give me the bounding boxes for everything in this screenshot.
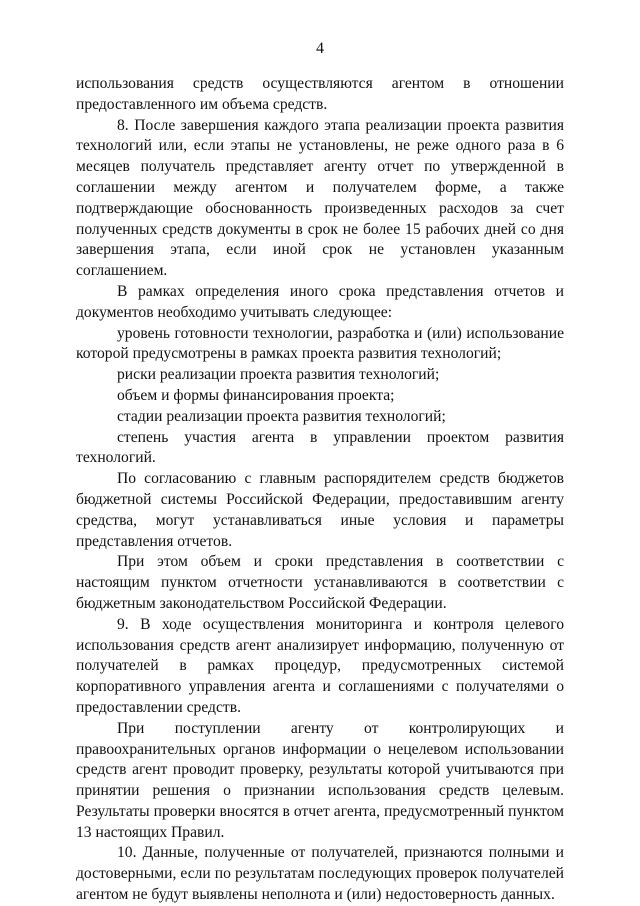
paragraph-11: 9. В ходе осуществления мониторинга и контроля целевого использования средств агент анализирует информацию, полученную от получателей в рамках процедур, предусмотренных системой корпоративного управления агента и соглашениями с получателями о предоставлении средств. — [76, 615, 564, 716]
paragraph-12: При поступлении агенту от контролирующих и правоохранительных органов информации о нецелевом использовании средств агент проводит проверку, результаты которой учитываются при принятии решения о признании использования средств целевым. Результаты проверки вносятся в отчет агента, предусмотренный пунктом 13 настоящих Правил. — [76, 719, 564, 841]
document-body — [76, 74, 564, 906]
paragraph-5: риски реализации проекта развития технологий; — [117, 366, 440, 384]
paragraph-2: 8. После завершения каждого этапа реализации проекта развития технологий или, если этапы не установлены, не реже одного раза в 6 месяцев получатель представляет агенту отчет по утвержденной в соглашении между агентом и получателем форме, а также подтверждающие обоснованность произведенных расходов за счет полученных средств документы в срок не более 15 рабочих дней со дня завершения этапа, если иной срок не установлен указанным соглашением. — [76, 116, 564, 280]
paragraph-7: стадии реализации проекта развития технологий; — [117, 407, 446, 425]
paragraph-1: использования средств осуществляются агентом в отношении предоставленного им объема средств. — [76, 75, 564, 113]
paragraph-10: При этом объем и сроки представления в соответствии с настоящим пунктом отчетности устанавливаются в соответствии с бюджетным законодательством Российской Федерации. — [76, 553, 564, 612]
paragraph-4: уровень готовности технологии, разработка и (или) использование которой предусмотрены в рамках проекта развития технологий; — [76, 324, 564, 363]
paragraph-9: По согласованию с главным распорядителем средств бюджетов бюджетной системы Российской Федерации, предоставившим агенту средства, могут устанавливаться иные условия и параметры представления отчетов. — [76, 470, 564, 550]
paragraph-3: В рамках определения иного срока представления отчетов и документов необходимо учитывать следующее: — [76, 282, 564, 321]
page-number: 4 — [316, 40, 324, 57]
paragraph-13: 10. Данные, полученные от получателей, признаются полными и достоверными, если по результатам последующих проверок получателей агентом не будут выявлены неполнота и (или) недостоверность данных. — [76, 844, 564, 904]
paragraph-8: степень участия агента в управлении проектом развития технологий. — [76, 428, 564, 467]
paragraph-6: объем и формы финансирования проекта; — [117, 386, 395, 404]
